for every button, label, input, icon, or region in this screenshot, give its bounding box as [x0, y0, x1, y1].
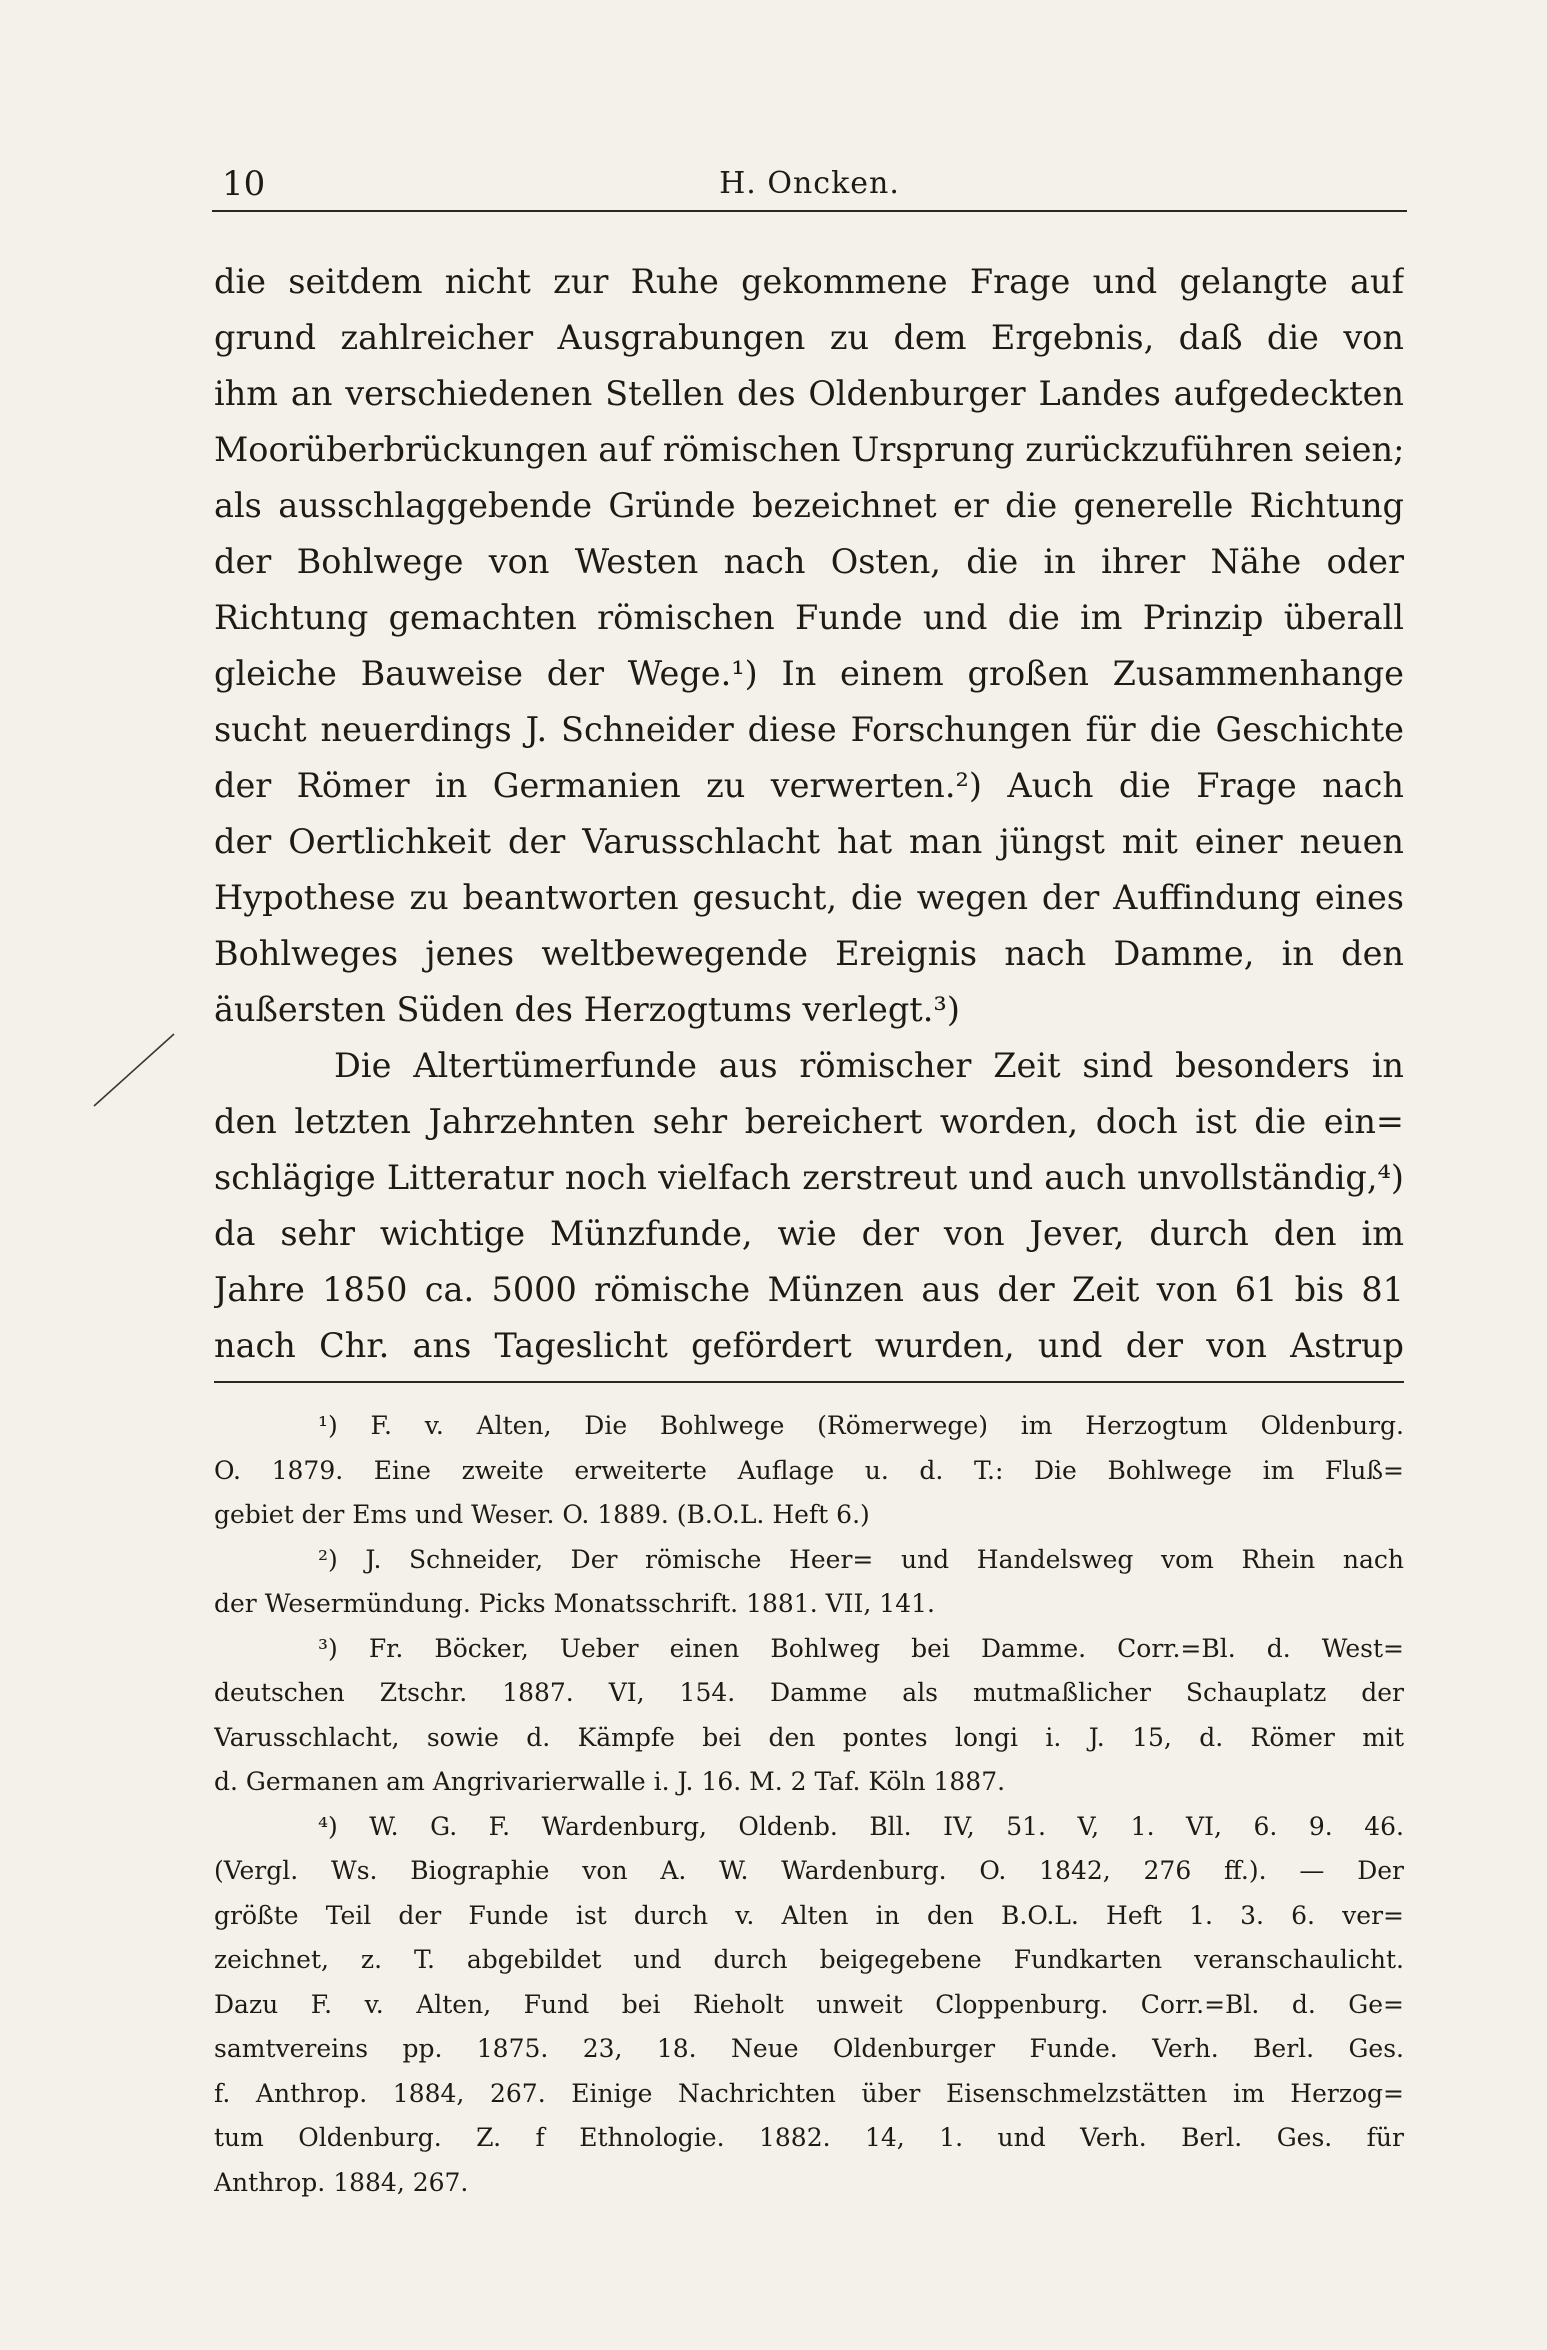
body-line: Richtung gemachten römischen Funde und die im Prinzip überall — [214, 598, 1404, 637]
body-line: die seitdem nicht zur Ruhe gekommene Frage und gelangte auf — [214, 262, 1404, 301]
footnote-line: ¹) F. v. Alten, Die Bohlwege (Römerwege) im Herzogtum Oldenburg. — [318, 1411, 1404, 1440]
body-line: Moorüberbrückungen auf römischen Ursprung zurückzuführen seien; — [214, 430, 1404, 469]
footnote-line: zeichnet, z. T. abgebildet und durch beigegebene Fundkarten veranschaulicht. — [214, 1945, 1404, 1974]
body-line: äußersten Süden des Herzogtums verlegt.³) — [214, 990, 960, 1029]
footnote-line: f. Anthrop. 1884, 267. Einige Nachrichten über Eisenschmelzstätten im Herzog= — [214, 2078, 1404, 2108]
body-line: der Oertlichkeit der Varusschlacht hat man jüngst mit einer neuen — [214, 822, 1404, 861]
running-head: H. Oncken. — [719, 166, 900, 201]
footnote-line: Varusschlacht, sowie d. Kämpfe bei den pontes longi i. J. 15, d. Römer mit — [214, 1722, 1404, 1752]
footnote-line: größte Teil der Funde ist durch v. Alten in den B.O.L. Heft 1. 3. 6. ver= — [214, 1900, 1404, 1930]
footnote-line: ²) J. Schneider, Der römische Heer= und Handelsweg vom Rhein nach — [318, 1544, 1404, 1574]
body-line: da sehr wichtige Münzfunde, wie der von Jever, durch den im — [214, 1214, 1404, 1253]
footnote-line: Dazu F. v. Alten, Fund bei Rieholt unweit Cloppenburg. Corr.=Bl. d. Ge= — [214, 1989, 1404, 2019]
footnote-line: O. 1879. Eine zweite erweiterte Auflage u. d. T.: Die Bohlwege im Fluß= — [214, 1455, 1404, 1485]
body-line: grund zahlreicher Ausgrabungen zu dem Ergebnis, daß die von — [214, 318, 1404, 357]
footnote-line: der Wesermündung. Picks Monatsschrift. 1881. VII, 141. — [214, 1589, 935, 1618]
footnotes — [214, 1404, 1404, 2205]
body-line: Die Altertümerfunde aus römischer Zeit sind besonders in — [334, 1046, 1404, 1085]
footnote-line: gebiet der Ems und Weser. O. 1889. (B.O.L. Heft 6.) — [214, 1500, 870, 1529]
body-line: gleiche Bauweise der Wege.¹) In einem großen Zusammenhange — [214, 654, 1404, 693]
pencil-margin-mark — [86, 1030, 186, 1110]
footnote-line: Anthrop. 1884, 267. — [214, 2167, 469, 2197]
body-line: der Römer in Germanien zu verwerten.²) Auch die Frage nach — [214, 766, 1404, 805]
body-line: nach Chr. ans Tageslicht gefördert wurden, und der von Astrup — [214, 1326, 1404, 1365]
body-line: Jahre 1850 ca. 5000 römische Münzen aus der Zeit von 61 bis 81 — [214, 1270, 1404, 1309]
footnote-line: ³) Fr. Böcker, Ueber einen Bohlweg bei Damme. Corr.=Bl. d. West= — [318, 1633, 1404, 1663]
footnote-line: samtvereins pp. 1875. 23, 18. Neue Oldenburger Funde. Verh. Berl. Ges. — [214, 2034, 1404, 2063]
body-line: den letzten Jahrzehnten sehr bereichert worden, doch ist die ein= — [214, 1102, 1404, 1141]
body-line: Hypothese zu beantworten gesucht, die wegen der Auffindung eines — [214, 878, 1404, 917]
body-line: schlägige Litteratur noch vielfach zerstreut und auch unvollständig,⁴) — [214, 1158, 1404, 1197]
body-line: Bohlweges jenes weltbewegende Ereignis nach Damme, in den — [214, 934, 1404, 973]
page-number: 10 — [222, 164, 266, 204]
footnote-divider — [214, 1381, 1404, 1383]
page-header — [212, 160, 1407, 212]
body-line: ihm an verschiedenen Stellen des Oldenburger Landes aufgedeckten — [214, 374, 1404, 413]
footnote-line: tum Oldenburg. Z. f Ethnologie. 1882. 14, 1. und Verh. Berl. Ges. für — [214, 2123, 1404, 2152]
footnote-line: deutschen Ztschr. 1887. VI, 154. Damme als mutmaßlicher Schauplatz der — [214, 1678, 1404, 1707]
body-line: der Bohlwege von Westen nach Osten, die in ihrer Nähe oder — [214, 542, 1404, 581]
footnote-line: ⁴) W. G. F. Wardenburg, Oldenb. Bll. IV, 51. V, 1. VI, 6. 9. 46. — [318, 1811, 1404, 1841]
body-line: sucht neuerdings J. Schneider diese Forschungen für die Geschichte — [214, 710, 1404, 749]
footnote-line: d. Germanen am Angrivarierwalle i. J. 16. M. 2 Taf. Köln 1887. — [214, 1767, 1006, 1796]
footnote-line: (Vergl. Ws. Biographie von A. W. Wardenburg. O. 1842, 276 ff.). — Der — [214, 1856, 1404, 1885]
body-line: als ausschlaggebende Gründe bezeichnet er die generelle Richtung — [214, 486, 1404, 525]
body-text — [214, 254, 1404, 1374]
